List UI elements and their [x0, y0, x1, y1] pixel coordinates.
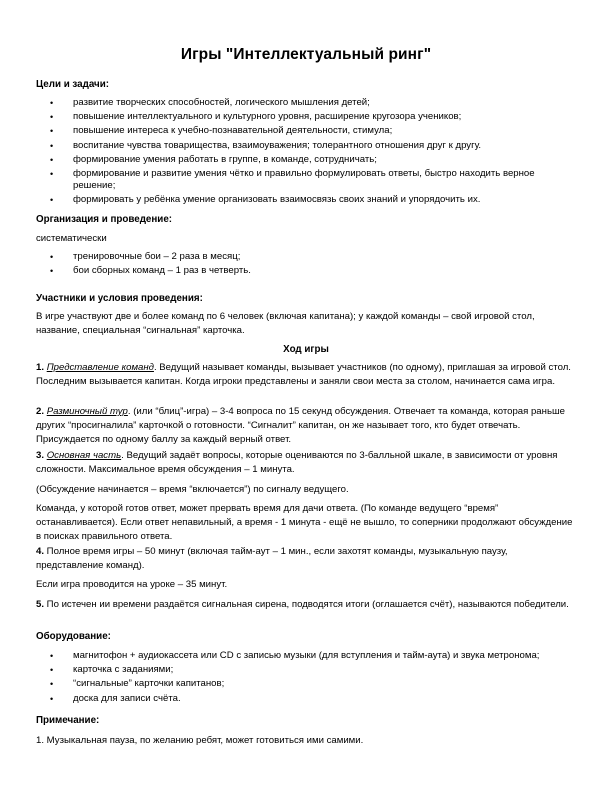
bullet-icon: • [50, 651, 54, 661]
participants-heading: Участники и условия проведения: [36, 293, 203, 304]
list-item: • воспитание чувства товарищества, взаимоуважения; толерантного отношения друг к другу. [50, 139, 482, 151]
bullet-icon: • [50, 665, 54, 676]
list-item: • “сигнальные” карточки капитанов; [50, 678, 225, 690]
organization-heading: Организация и проведение: [36, 214, 173, 225]
bullet-icon: • [50, 126, 54, 137]
list-item: • развитие творческих способностей, логического мышления детей; [50, 97, 370, 108]
bullet-icon: • [50, 98, 54, 108]
organization-list [36, 251, 576, 279]
goals-list [36, 97, 576, 208]
list-item: • магнитофон + аудиокассета или CD с записью музыки (для вступления и тайм-аута) и звука метронома; [50, 650, 540, 661]
participants-text: В игре участвуют две и более команд по 6 человек (включая капитана); у каждой команды – свой игровой стол, название, специальная “сигнальная” карточка. [36, 311, 535, 336]
list-item: • формирование и развитие умения чётко и правильно формулировать ответы, быстро находить верное решение; [50, 167, 535, 191]
bullet-icon: • [50, 252, 54, 262]
page-title: Игры "Интеллектуальный ринг" [180, 46, 432, 63]
step-title: Основная часть [46, 450, 122, 461]
step-title: Представление команд [46, 362, 154, 373]
list-item: • карточка с заданиями; [50, 664, 174, 676]
equipment-list [36, 650, 576, 707]
list-item: • тренировочные бои – 2 раза в месяц; [50, 251, 241, 262]
course-note-3: Если игра проводится на уроке – 35 минут. [36, 579, 228, 590]
course-heading: Ход игры [283, 344, 329, 355]
bullet-icon: • [50, 112, 54, 123]
remark-text: 1. Музыкальная пауза, по желанию ребят, может готовиться ими самими. [36, 735, 364, 746]
bullet-icon: • [50, 168, 54, 179]
goals-heading: Цели и задачи: [36, 79, 110, 90]
bullet-icon: • [50, 140, 54, 151]
bullet-icon: • [50, 679, 54, 690]
organization-intro: систематически [36, 233, 107, 244]
list-item: • формировать у ребёнка умение организовать взаимосвязь своих знаний и упорядочить их. [50, 194, 481, 206]
list-item: • доска для записи счёта. [50, 692, 181, 704]
equipment-heading: Оборудование: [36, 631, 111, 642]
course-note-1: (Обсуждение начинается – время “включается”) по сигналу ведущего. [36, 484, 349, 495]
course-note-2: Команда, у которой готов ответ, может прервать время для дачи ответа. (По команде ведущего “время” останавливается). Если ответ непавильный, а время - 1 минута - ещё не вышло, то соперники продолжают обсуждение в поисках правильного ответа. [36, 503, 573, 542]
list-item: • повышение интеллектуального и культурного уровня, расширение кругозора учеников; [50, 111, 462, 123]
course-step-5: 5. По истечен ии времени раздаётся сигнальная сирена, подводятся итоги (оглашается счёт), называются победители. [36, 599, 569, 610]
bullet-icon: • [50, 693, 54, 704]
list-item: • повышение интереса к учебно-познавательной деятельности, стимула; [50, 125, 393, 137]
course-step-4: 4. Полное время игры – 50 минут (включая тайм-аут – 1 мин., если захотят команды, музыкальную паузу, представление команд). [36, 546, 508, 571]
bullet-icon: • [50, 195, 54, 206]
bullet-icon: • [50, 154, 54, 165]
list-item: • бои сборных команд – 1 раз в четверть. [50, 265, 251, 277]
course-step-2: 2. Разминочный тур. (или “блиц”-игра) – 3-4 вопроса по 15 секунд обсуждения. Отвечает та команда, которая раньше других “просигналила” карточкой о готовности. “Сигналит” капитан, он же называет того, кто будет отвечать. Присуждается по одному баллу за каждый верный ответ. [36, 406, 565, 445]
course-step-1: 1. Представление команд. Ведущий называет команды, вызывает участников (по одному), приглашая за игровой стол. Последним вызывается капитан. Когда игроки представлены и заняли свои места за столом, начинается сама игра. [36, 362, 571, 387]
bullet-icon: • [50, 266, 54, 277]
list-item: • формирование умения работать в группе, в команде, сотрудничать; [50, 153, 377, 165]
course-step-3: 3. Основная часть. Ведущий задаёт вопросы, которые оцениваются по 3-балльной шкале, в зависимости от уровня сложности. Максимальное время обсуждения – 1 минута. [36, 450, 558, 475]
remark-heading: Примечание: [36, 715, 100, 726]
step-title: Разминочный тур [46, 406, 128, 417]
